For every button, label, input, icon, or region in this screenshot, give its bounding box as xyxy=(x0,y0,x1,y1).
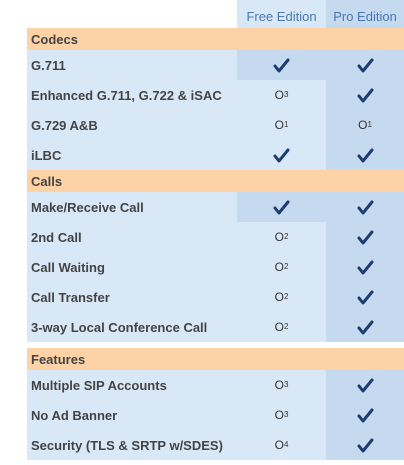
feature-row xyxy=(0,140,404,170)
optional-marker: O xyxy=(274,230,284,244)
feature-label: Multiple SIP Accounts xyxy=(27,370,237,400)
free-edition-value xyxy=(237,370,326,400)
feature-row xyxy=(0,192,404,222)
feature-row xyxy=(0,282,404,312)
optional-marker: O xyxy=(274,378,284,392)
table-header xyxy=(0,0,404,28)
section-header-calls xyxy=(27,170,404,192)
section-title: Calls xyxy=(31,173,63,189)
feature-row xyxy=(0,400,404,430)
optional-marker: O xyxy=(274,260,284,274)
free-edition-value xyxy=(237,140,326,170)
footnote-number: 1 xyxy=(283,119,289,129)
section-header-features xyxy=(27,348,404,370)
checkmark-icon xyxy=(357,148,374,163)
optional-marker: O xyxy=(274,438,284,452)
feature-row xyxy=(0,110,404,140)
feature-row xyxy=(0,312,404,342)
feature-label: 2nd Call xyxy=(27,222,237,252)
feature-label: iLBC xyxy=(27,140,237,170)
section-title: Codecs xyxy=(31,31,78,47)
checkmark-icon xyxy=(273,148,290,163)
footnote-number: 1 xyxy=(367,119,372,129)
footnote-number: 2 xyxy=(283,291,289,301)
pro-edition-value xyxy=(326,252,404,282)
feature-row xyxy=(0,252,404,282)
optional-marker: O xyxy=(274,290,284,304)
pro-edition-value xyxy=(326,80,404,110)
pro-edition-value xyxy=(326,140,404,170)
pro-edition-value xyxy=(326,430,404,460)
feature-label: Security (TLS & SRTP w/SDES) xyxy=(27,430,237,460)
feature-label: Call Waiting xyxy=(27,252,237,282)
free-edition-value xyxy=(237,222,326,252)
feature-label: Make/Receive Call xyxy=(27,192,237,222)
pro-edition-value xyxy=(326,110,404,140)
free-edition-value xyxy=(237,192,326,222)
feature-label: No Ad Banner xyxy=(27,400,237,430)
checkmark-icon xyxy=(273,200,290,215)
checkmark-icon xyxy=(357,408,374,423)
feature-label: G.729 A&B xyxy=(27,110,237,140)
checkmark-icon xyxy=(357,58,374,73)
checkmark-icon xyxy=(357,88,374,103)
footnote-number: 4 xyxy=(283,439,289,449)
optional-marker: O xyxy=(274,118,284,132)
pro-edition-value xyxy=(326,50,404,80)
feature-label: G.711 xyxy=(27,50,237,80)
optional-marker: O xyxy=(358,118,368,132)
free-edition-value xyxy=(237,430,326,460)
feature-label: Call Transfer xyxy=(27,282,237,312)
free-edition-value xyxy=(237,110,326,140)
optional-marker: O xyxy=(274,408,284,422)
pro-edition-value xyxy=(326,400,404,430)
free-edition-value xyxy=(237,252,326,282)
pro-edition-header: Pro Edition xyxy=(326,0,404,28)
feature-row xyxy=(0,222,404,252)
free-edition-header: Free Edition xyxy=(237,0,326,28)
pro-edition-value xyxy=(326,282,404,312)
feature-row xyxy=(0,50,404,80)
pro-edition-value xyxy=(326,222,404,252)
section-header-codecs xyxy=(27,28,404,50)
feature-row xyxy=(0,430,404,460)
footnote-number: 2 xyxy=(283,261,289,271)
footnote-number: 2 xyxy=(283,231,289,241)
section-title: Features xyxy=(31,351,86,367)
checkmark-icon xyxy=(357,320,374,335)
footnote-number: 3 xyxy=(283,89,289,99)
checkmark-icon xyxy=(357,260,374,275)
free-edition-value xyxy=(237,50,326,80)
pro-edition-value xyxy=(326,370,404,400)
footnote-number: 2 xyxy=(283,321,289,331)
footnote-number: 3 xyxy=(283,379,289,389)
checkmark-icon xyxy=(357,378,374,393)
free-edition-value xyxy=(237,312,326,342)
footnote-number: 3 xyxy=(283,409,289,419)
checkmark-icon xyxy=(357,290,374,305)
free-edition-value xyxy=(237,400,326,430)
pro-edition-value xyxy=(326,192,404,222)
feature-row xyxy=(0,370,404,400)
optional-marker: O xyxy=(274,88,284,102)
optional-marker: O xyxy=(274,320,284,334)
feature-label: Enhanced G.711, G.722 & iSAC xyxy=(27,80,237,110)
checkmark-icon xyxy=(357,200,374,215)
feature-row xyxy=(0,80,404,110)
free-edition-value xyxy=(237,282,326,312)
checkmark-icon xyxy=(273,58,290,73)
checkmark-icon xyxy=(357,230,374,245)
free-edition-value xyxy=(237,80,326,110)
feature-label: 3-way Local Conference Call xyxy=(27,312,237,342)
pro-edition-value xyxy=(326,312,404,342)
checkmark-icon xyxy=(357,438,374,453)
